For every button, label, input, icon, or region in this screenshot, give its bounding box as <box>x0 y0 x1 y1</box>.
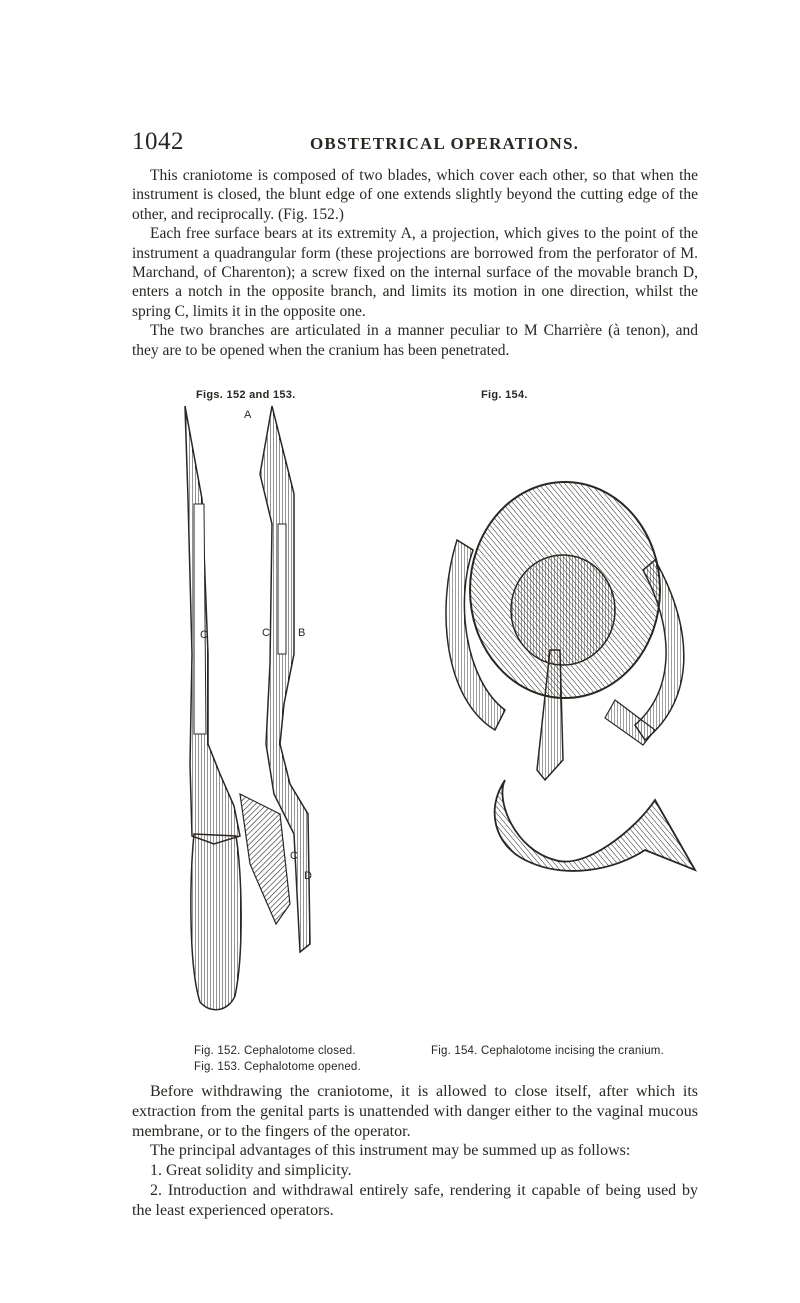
label-c-lower: C <box>290 850 298 862</box>
page-number: 1042 <box>132 128 184 155</box>
advantage-item-2: 2. Introduction and withdrawal entirely safe, rendering it capable of being used by the least experienced operators. <box>132 1181 698 1219</box>
paragraph-1: This craniotome is composed of two blades, which cover each other, so that when the instrument is closed, the blunt edge of one extends slightly beyond the cutting edge of the other, and reciprocally. (Fig. 152.) <box>132 167 698 223</box>
advantage-item-1: 1. Great solidity and simplicity. <box>150 1162 352 1180</box>
body-text <box>132 166 698 360</box>
running-title: OBSTETRICAL OPERATIONS. <box>310 134 580 153</box>
operator-hand <box>495 780 695 871</box>
label-a: A <box>244 409 252 421</box>
lower-paragraph-2: The principal advantages of this instrument may be summed up as follows: <box>150 1142 631 1160</box>
instrument-handle <box>191 834 241 1010</box>
paragraph-2: Each free surface bears at its extremity A, a projection, which gives to the point of the instrument a quadrangular form (these projections are borrowed from the perforator of M. Marchand, of Charenton); a screw fixed on the internal surface of the movable branch D, enters a notch in the opposite branch, and limits its motion in one direction, whilst the spring C, limits it in the opposite one. <box>132 225 698 320</box>
figs-152-153-header: Figs. 152 and 153. <box>196 389 296 401</box>
page-header <box>132 128 692 158</box>
cephalotome-figure <box>180 404 330 1014</box>
label-c: C <box>200 629 208 641</box>
caption-fig-154: Fig. 154. Cephalotome incising the cranium. <box>431 1045 664 1057</box>
label-d: D <box>304 870 312 882</box>
fig-154-header: Fig. 154. <box>481 389 528 401</box>
caption-fig-152: Fig. 152. Cephalotome closed. <box>194 1045 356 1057</box>
paragraph-3: The two branches are articulated in a manner peculiar to M Charrière (à tenon), and they are to be opened when the cranium has been penetrated. <box>132 322 698 359</box>
closed-blade <box>185 406 240 844</box>
lower-body-text <box>132 1082 698 1221</box>
label-b: B <box>298 627 306 639</box>
caption-fig-153: Fig. 153. Cephalotome opened. <box>194 1061 361 1073</box>
cranium-incision-figure <box>395 400 745 920</box>
lower-paragraph-1: Before withdrawing the craniotome, it is allowed to close itself, after which its extraction from the genital parts is unattended with danger either to the vaginal mucous membrane, or to the fingers of the operator. <box>132 1083 698 1140</box>
label-c-2: C <box>262 627 270 639</box>
